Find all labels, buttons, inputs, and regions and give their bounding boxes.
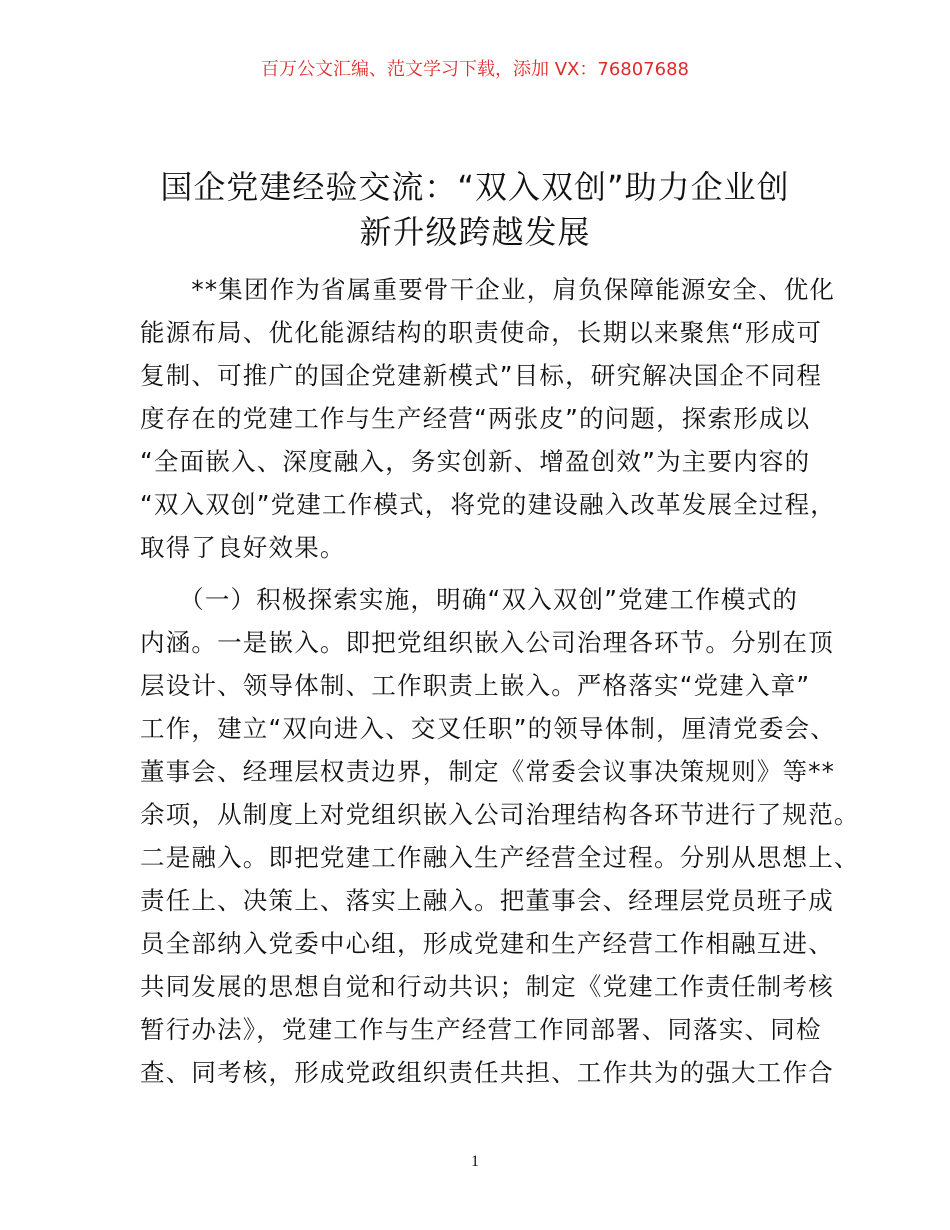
paragraph-1-line: **集团作为省属重要骨干企业，肩负保障能源安全、优化: [140, 275, 836, 304]
watermark-header: 百万公文汇编、范文学习下载，添加 VX：76807688: [261, 59, 689, 80]
page-number: 1: [471, 1153, 479, 1170]
paragraph-2-line: 工作，建立“双向进入、交叉任职”的领导体制，厘清党委会、: [140, 714, 836, 743]
paragraph-2-line: 共同发展的思想自觉和行动共识；制定《党建工作责任制考核: [140, 972, 834, 1001]
paragraph-2-line: 员全部纳入党委中心组，形成党建和生产经营工作相融互进、: [140, 929, 834, 958]
paragraph-1-line: 取得了良好效果。: [140, 533, 346, 562]
document-title-line-1: 国企党建经验交流：“双入双创”助力企业创: [160, 168, 790, 206]
paragraph-2-line: 查、同考核，形成党政组织责任共担、工作共为的强大工作合: [140, 1058, 834, 1087]
document-title-line-2: 新升级跨越发展: [359, 213, 591, 251]
paragraph-1-line: “全面嵌入、深度融入，务实创新、增盈创效”为主要内容的: [140, 447, 811, 476]
paragraph-2-line: （一）积极探索实施，明确“双入双创”党建工作模式的: [140, 585, 799, 614]
paragraph-2-line: 余项，从制度上对党组织嵌入公司治理结构各环节进行了规范。: [140, 800, 860, 829]
paragraph-2-line: 董事会、经理层权责边界，制定《常委会议事决策规则》等**: [140, 757, 836, 786]
paragraph-2-line: 层设计、领导体制、工作职责上嵌入。严格落实“党建入章”: [140, 671, 811, 700]
paragraph-2-line: 暂行办法》，党建工作与生产经营工作同部署、同落实、同检: [140, 1015, 822, 1044]
paragraph-1-line: 度存在的党建工作与生产经营“两张皮”的问题，探索形成以: [140, 404, 811, 433]
paragraph-1-line: 复制、可推广的国企党建新模式”目标，研究解决国企不同程: [140, 361, 823, 390]
paragraph-1-line: “双入双创”党建工作模式，将党的建设融入改革发展全过程，: [140, 490, 836, 519]
paragraph-2-line: 责任上、决策上、落实上融入。把董事会、经理层党员班子成: [140, 886, 834, 915]
paragraph-2-line: 内涵。一是嵌入。即把党组织嵌入公司治理各环节。分别在顶: [140, 628, 834, 657]
paragraph-1-line: 能源布局、优化能源结构的职责使命，长期以来聚焦“形成可: [140, 318, 823, 347]
paragraph-2-line: 二是融入。即把党建工作融入生产经营全过程。分别从思想上、: [140, 843, 860, 872]
